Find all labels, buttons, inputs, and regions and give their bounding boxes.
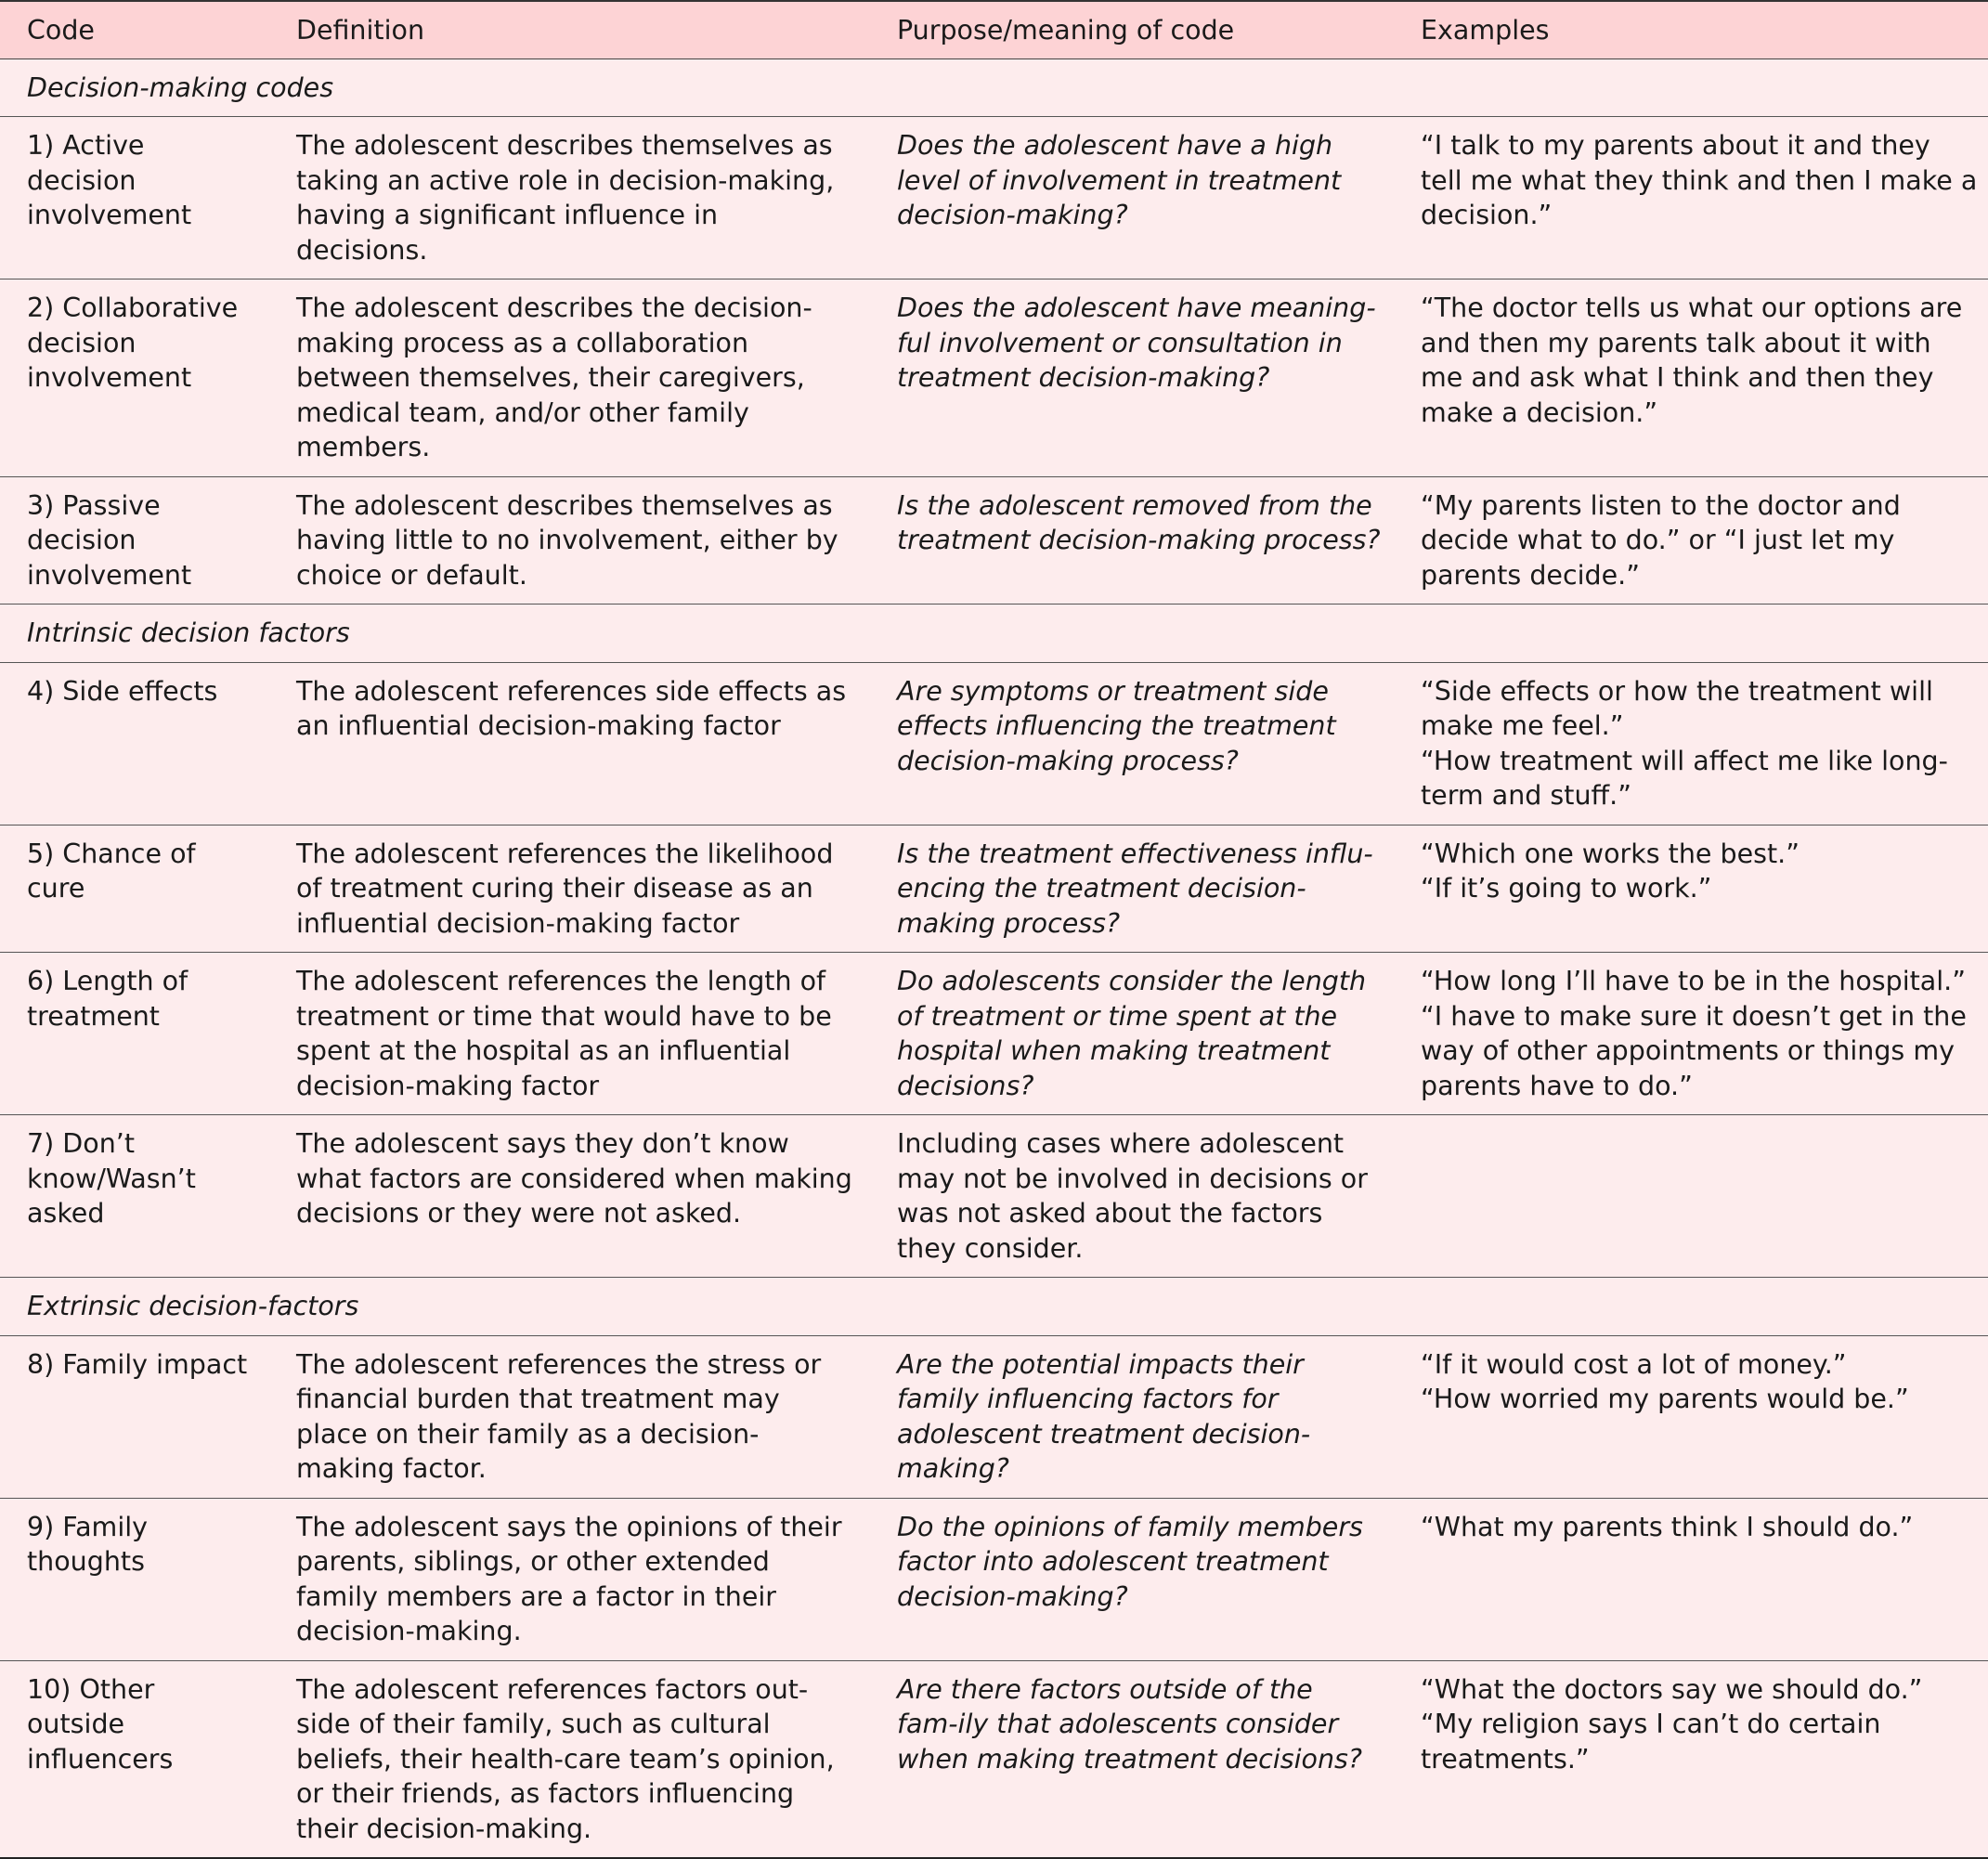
purpose-cell: Are there factors outside of the fam-ily that adolescents consider when making treatment decisions?	[870, 1660, 1394, 1858]
section-row	[0, 1278, 1988, 1336]
table-header	[0, 1, 1988, 58]
example-quote: “How long I’ll have to be in the hospital.”	[1421, 966, 1967, 996]
table-row	[0, 117, 1988, 280]
examples-cell	[1394, 1115, 1988, 1278]
purpose-cell: Is the treatment effectiveness influ-encing the treatment decision-making process?	[870, 825, 1394, 953]
example-quote: “I talk to my parents about it and they tell me what they think and then I make a decision.”	[1421, 130, 1978, 230]
code-cell: 2) Collaborative decision involvement	[0, 280, 269, 477]
table-row	[0, 1335, 1988, 1498]
examples-cell	[1394, 1335, 1988, 1498]
examples-cell	[1394, 117, 1988, 280]
example-quote: “Side effects or how the treatment will make me feel.”	[1421, 675, 1933, 741]
example-quote: “The doctor tells us what our options are and then my parents talk about it with me and ask what I think and then they make a decision.”	[1421, 292, 1963, 428]
section-row	[0, 604, 1988, 663]
definition-cell: The adolescent references side effects as an influential decision-making factor	[269, 662, 870, 825]
code-cell: 1) Active decision involvement	[0, 117, 269, 280]
definition-cell: The adolescent says they don’t know what factors are considered when making decisions or they were not asked.	[269, 1115, 870, 1278]
purpose-cell: Do adolescents consider the length of treatment or time spent at the hospital when making treatment decisions?	[870, 953, 1394, 1115]
section-title: Extrinsic decision-factors	[0, 1278, 1988, 1336]
header-examples: Examples	[1394, 1, 1988, 58]
table-row	[0, 476, 1988, 604]
purpose-cell: Is the adolescent removed from the treatment decision-making process?	[870, 476, 1394, 604]
table-row	[0, 1115, 1988, 1278]
example-quote: “If it’s going to work.”	[1421, 873, 1712, 904]
section-title: Intrinsic decision factors	[0, 604, 1988, 663]
example-quote: “If it would cost a lot of money.”	[1421, 1348, 1847, 1380]
table-row	[0, 662, 1988, 825]
purpose-cell: Are symptoms or treatment side effects influencing the treatment decision-making process?	[870, 662, 1394, 825]
code-cell: 10) Other outside influencers	[0, 1660, 269, 1858]
header-purpose: Purpose/meaning of code	[870, 1, 1394, 58]
examples-cell	[1394, 662, 1988, 825]
example-quote: “What the doctors say we should do.”	[1421, 1673, 1923, 1705]
section-row	[0, 58, 1988, 117]
example-quote: “My religion says I can’t do certain treatments.”	[1421, 1709, 1881, 1774]
definition-cell: The adolescent says the opinions of their parents, siblings, or other extended family members are a factor in their decision-making.	[269, 1498, 870, 1660]
examples-cell	[1394, 1498, 1988, 1660]
examples-cell	[1394, 476, 1988, 604]
code-cell: 4) Side effects	[0, 662, 269, 825]
table-row	[0, 825, 1988, 953]
example-quote: “I have to make sure it doesn’t get in the way of other appointments or things my parents have to do.”	[1421, 1000, 1967, 1101]
table-body	[0, 58, 1988, 1858]
definition-cell: The adolescent describes themselves as having little to no involvement, either by choice or default.	[269, 476, 870, 604]
table-row	[0, 280, 1988, 477]
code-cell: 6) Length of treatment	[0, 953, 269, 1115]
example-quote: “How worried my parents would be.”	[1421, 1384, 1909, 1414]
purpose-cell: Does the adolescent have meaning-ful involvement or consultation in treatment decision-making?	[870, 280, 1394, 477]
purpose-cell: Including cases where adolescent may not be involved in decisions or was not asked about the factors they consider.	[870, 1115, 1394, 1278]
header-definition: Definition	[269, 1, 870, 58]
example-quote: “What my parents think I should do.”	[1421, 1511, 1914, 1542]
example-quote: “Which one works the best.”	[1421, 838, 1800, 869]
definition-cell: The adolescent references the stress or financial burden that treatment may place on their family as a decision-making factor.	[269, 1335, 870, 1498]
definition-cell: The adolescent references the likelihood of treatment curing their disease as an influential decision-making factor	[269, 825, 870, 953]
table-row	[0, 1498, 1988, 1660]
code-cell: 8) Family impact	[0, 1335, 269, 1498]
section-title: Decision-making codes	[0, 58, 1988, 117]
table-row	[0, 1660, 1988, 1858]
purpose-cell: Does the adolescent have a high level of involvement in treatment decision-making?	[870, 117, 1394, 280]
examples-cell	[1394, 825, 1988, 953]
code-cell: 7) Don’t know/Wasn’t asked	[0, 1115, 269, 1278]
code-cell: 5) Chance of cure	[0, 825, 269, 953]
examples-cell	[1394, 1660, 1988, 1858]
purpose-cell: Are the potential impacts their family influencing factors for adolescent treatment decision-making?	[870, 1335, 1394, 1498]
examples-cell	[1394, 953, 1988, 1115]
definition-cell: The adolescent references factors out-side of their family, such as cultural beliefs, their health-care team’s opinion, or their friends, as factors influencing their decision-making.	[269, 1660, 870, 1858]
header-row	[0, 1, 1988, 58]
example-quote: “How treatment will affect me like long-term and stuff.”	[1421, 745, 1948, 811]
definition-cell: The adolescent references the length of treatment or time that would have to be spent at the hospital as an influential decision-making factor	[269, 953, 870, 1115]
examples-cell	[1394, 280, 1988, 477]
definition-cell: The adolescent describes the decision-making process as a collaboration between themselves, their caregivers, medical team, and/or other family members.	[269, 280, 870, 477]
purpose-cell: Do the opinions of family members factor into adolescent treatment decision-making?	[870, 1498, 1394, 1660]
header-code: Code	[0, 1, 269, 58]
code-cell: 3) Passive decision involvement	[0, 476, 269, 604]
table-row	[0, 953, 1988, 1115]
definition-cell: The adolescent describes themselves as taking an active role in decision-making, having a significant influence in decisions.	[269, 117, 870, 280]
code-cell: 9) Family thoughts	[0, 1498, 269, 1660]
example-quote: “My parents listen to the doctor and decide what to do.” or “I just let my parents decide.”	[1421, 489, 1901, 591]
